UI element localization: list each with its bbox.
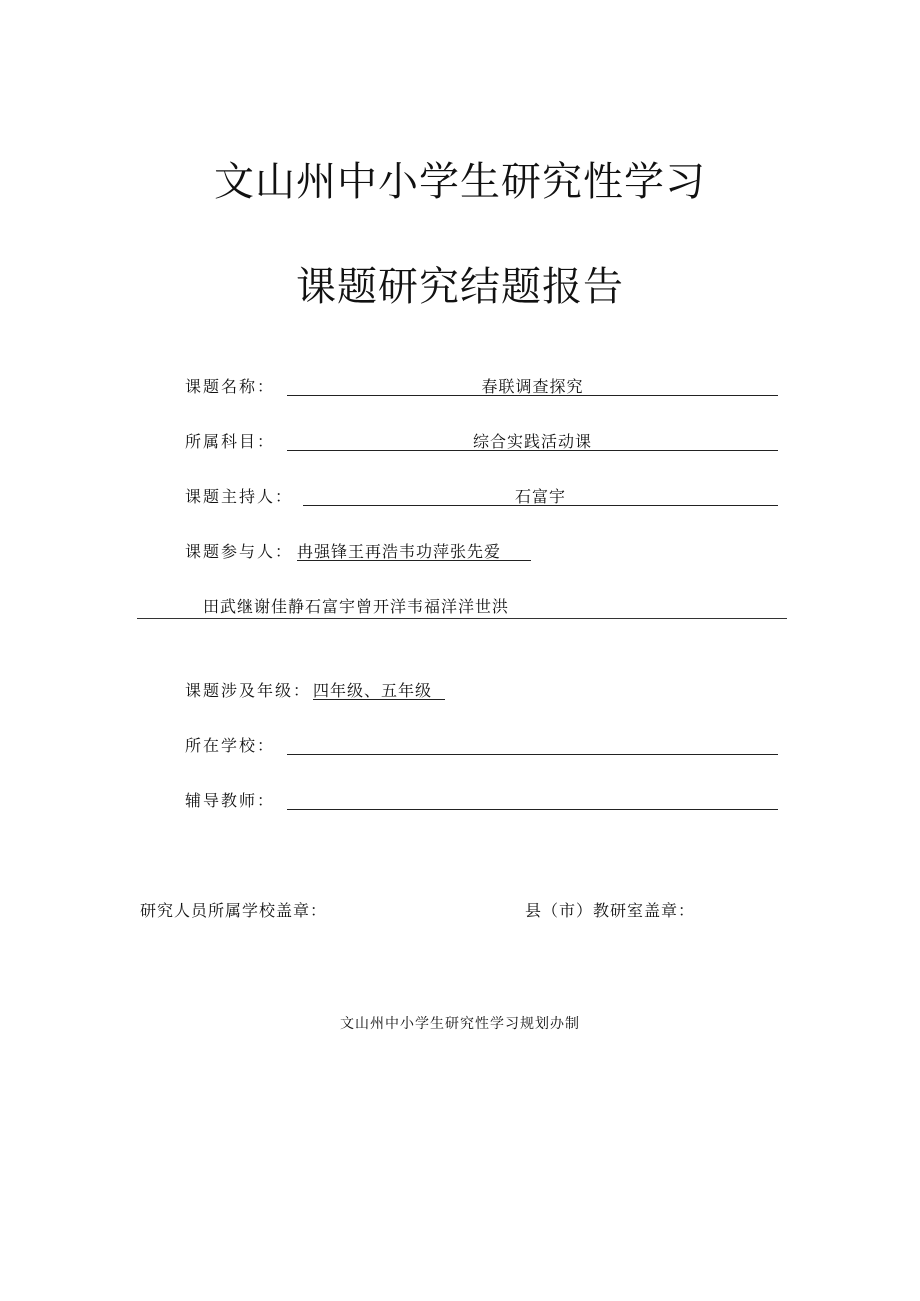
host-value: 石富宇 — [514, 487, 566, 506]
participants-row — [185, 537, 780, 567]
advisor-label: 辅导教师： — [185, 791, 276, 810]
host-field[interactable] — [303, 482, 778, 512]
grades-field[interactable] — [313, 676, 453, 706]
school-field[interactable] — [287, 731, 778, 761]
advisor-row — [185, 786, 780, 816]
school-label: 所在学校： — [185, 736, 276, 755]
advisor-field[interactable] — [287, 786, 778, 816]
subject-value: 综合实践活动课 — [472, 432, 592, 451]
host-row — [185, 482, 780, 512]
grades-underline — [313, 699, 445, 700]
school-row — [185, 731, 780, 761]
topic-name-value: 春联调查探究 — [481, 377, 584, 396]
participants-field-line1[interactable] — [297, 537, 537, 567]
grades-label: 课题涉及年级： — [185, 681, 312, 700]
school-seal-label: 研究人员所属学校盖章： — [140, 901, 328, 920]
topic-name-field[interactable] — [287, 372, 778, 402]
issuer-footer: 文山州中小学生研究性学习规划办制 — [340, 1016, 580, 1032]
grades-row — [185, 676, 780, 706]
subject-field[interactable] — [287, 427, 778, 457]
participants-rule — [137, 618, 787, 619]
topic-name-label: 课题名称： — [185, 377, 276, 396]
participants-underline — [297, 560, 531, 561]
participants-value-line2[interactable]: 田武继谢佳静石富宇曾开洋韦福洋洋世洪 — [203, 597, 510, 616]
county-seal-label: 县（市）教研室盖章： — [525, 901, 696, 920]
participants-label: 课题参与人： — [185, 542, 294, 561]
subject-label: 所属科目： — [185, 432, 276, 451]
participants-value-line1: 冉强锋王再浩韦功萍张先爱 — [297, 542, 502, 561]
topic-name-row — [185, 372, 780, 402]
document-title-line2: 课题研究结题报告 — [296, 264, 624, 310]
grades-value: 四年级、五年级 — [313, 681, 433, 700]
subject-row — [185, 427, 780, 457]
document-title-line1: 文山州中小学生研究性学习 — [214, 159, 706, 205]
host-label: 课题主持人： — [185, 487, 294, 506]
